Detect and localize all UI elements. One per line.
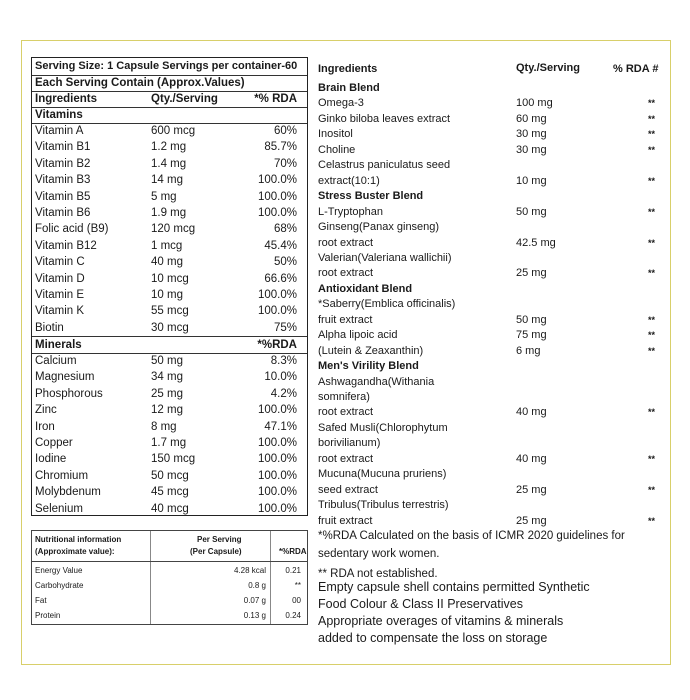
ingredient-rda: 100.0% [257,486,297,499]
blend-qty: 60 mg [516,112,547,125]
col-ingredients: Ingredients [35,93,97,105]
blend-rda: ** [648,407,656,418]
nutrition-row [32,563,307,578]
blend-ingredient: fruit extract [318,514,373,527]
blend-qty: 30 mg [516,128,547,141]
ingredient-qty: 34 mg [151,371,183,384]
blend-heading: Antioxidant Blend [318,282,413,295]
ingredient-rda: 100.0% [257,453,297,466]
vitamin-row [32,156,307,172]
vitamin-row [32,139,307,155]
blend-qty: 50 mg [516,313,547,326]
ingredient-name: Vitamin B3 [35,174,91,187]
ingredient-rda: 60% [273,125,297,137]
mineral-row [32,435,307,451]
blend-rda: ** [648,453,656,464]
ingredient-qty: 1.7 mg [151,437,187,449]
ingredient-name: Vitamin A [35,125,84,137]
ingredient-name: Vitamin B2 [35,157,91,170]
blend-rda: ** [648,484,656,495]
blend-qty: 42.5 mg [516,236,556,249]
vitamin-row [32,172,307,188]
blend-qty: 40 mg [516,452,547,465]
ingredient-qty: 1.4 mg [151,157,187,170]
ingredient-name: Vitamin B6 [35,207,91,219]
overages-note-line-1: Appropriate overages of vitamins & minerals [318,614,564,628]
blend-ingredient: (Lutein & Zeaxanthin) [318,344,424,357]
mineral-row [32,419,307,435]
blend-ingredient: root extract [318,236,374,249]
vitamin-row [32,123,307,139]
col-rda: *% RDA [254,93,297,105]
ingredient-qty: 10 mcg [151,272,189,285]
blend-rda: ** [648,237,656,248]
mineral-row [32,501,307,517]
ingredient-name: Vitamin E [35,289,85,301]
ingredient-name: Zinc [35,404,57,417]
blend-ingredient: Valerian(Valeriana wallichii) [318,251,452,264]
vitamin-row [32,205,307,221]
minerals-header-row [32,336,307,354]
ingredient-qty: 50 mcg [151,469,189,482]
ingredient-name: Vitamin B5 [35,190,91,203]
ingredient-qty: 5 mg [151,190,177,203]
nutrition-table [31,530,308,625]
ingredient-rda: 8.3% [270,355,297,367]
blend-heading: Brain Blend [318,82,380,94]
ingredient-name: Vitamin C [35,256,85,269]
nutrition-head-label-1: Nutritional information [35,535,122,544]
blend-ingredient: Omega-3 [318,97,364,110]
blend-qty: 25 mg [516,267,547,280]
ingredient-rda: 50% [273,256,297,269]
capsule-note-line-1: Empty capsule shell contains permitted Synthetic [318,580,590,594]
blend-rda: ** [648,314,656,325]
ingredient-qty: 1.9 mg [151,207,187,219]
ingredient-rda: 100.0% [257,502,297,515]
nutrient-value: 4.28 kcal [233,566,266,575]
mineral-row [32,353,307,369]
blend-qty: 50 mg [516,205,547,218]
ingredient-rda: 66.6% [264,272,297,285]
ingredient-qty: 40 mcg [151,502,189,515]
vitamin-row [32,320,307,336]
blend-rda: ** [648,330,656,341]
ingredient-rda: 75% [273,321,297,334]
blend-ingredient: Ashwagandha(Withania [318,375,435,388]
col-qty: Qty./Serving [151,93,218,105]
ingredient-name: Iron [35,420,55,433]
ingredient-rda: 47.1% [264,420,297,433]
nutrition-head-label-2: (Approximate value): [35,547,115,556]
ingredient-rda: 100.0% [257,190,297,203]
ingredient-rda: 100.0% [257,437,297,449]
blend-heading: Stress Buster Blend [318,190,424,203]
right-col-qty: Qty./Serving [516,62,580,74]
blend-rda: ** [648,98,656,109]
ingredient-qty: 1 mcg [151,239,183,252]
ingredient-name: Selenium [35,502,83,515]
ingredient-rda: 10.0% [264,371,297,384]
rda-note-line-1: *%RDA Calculated on the basis of ICMR 2020 guidelines for [318,530,625,542]
ingredient-rda: 85.7% [264,141,297,154]
capsule-note-line-2: Food Colour & Class II Preservatives [318,597,523,611]
ingredient-qty: 14 mg [151,174,183,187]
nutrition-row [32,593,307,608]
nutrient-value: 0.07 g [243,596,266,605]
blend-ingredient: L-Tryptophan [318,205,384,218]
mineral-row [32,386,307,402]
ingredient-rda: 100.0% [257,289,297,301]
ingredient-name: Folic acid (B9) [35,223,109,236]
ingredient-qty: 50 mg [151,355,183,367]
nutrient-value: 0.8 g [248,581,266,590]
ingredient-qty: 40 mg [151,256,183,269]
nutrient-rda: 00 [292,596,301,605]
ingredient-rda: 70% [273,157,297,170]
blend-qty: 6 mg [516,344,541,357]
rda-note-line-2: sedentary work women. [318,548,440,560]
ingredient-qty: 600 mcg [151,125,196,137]
blend-ingredient: Celastrus paniculatus seed [318,159,451,172]
per-serving-label-1: Per Serving [197,535,242,544]
blend-ingredient: somnifera) [318,391,370,403]
overages-note-line-2: added to compensate the loss on storage [318,631,548,645]
blend-ingredient: borivilianum) [318,437,381,450]
vitamin-row [32,303,307,319]
ingredient-rda: 45.4% [264,239,297,252]
blend-ingredient: extract(10:1) [318,174,380,187]
vitamin-row [32,287,307,303]
vitamins-header-row [32,107,307,124]
ingredient-qty: 120 mcg [151,223,196,236]
blend-rda: ** [648,345,656,356]
blend-ingredient: Safed Musli(Chlorophytum [318,421,448,434]
blend-rda: ** [648,515,656,526]
nutrient-rda: ** [294,581,301,590]
blend-rda: ** [648,113,656,124]
blend-ingredient: fruit extract [318,313,373,326]
ingredient-rda: 100.0% [257,404,297,417]
nutrition-header [32,531,307,562]
ingredient-rda: 100.0% [257,207,297,219]
blend-ingredient: Ginko biloba leaves extract [318,112,451,125]
blend-ingredient: seed extract [318,483,378,496]
mineral-row [32,484,307,500]
blend-qty: 30 mg [516,143,547,156]
ingredient-qty: 8 mg [151,420,177,433]
nutrient-name: Protein [35,611,61,620]
ingredient-name: Vitamin B12 [35,239,97,252]
vitamin-row [32,221,307,237]
ingredient-rda: 68% [273,223,297,236]
blend-qty: 25 mg [516,483,547,496]
not-established-note: ** RDA not established. [318,568,438,580]
blend-ingredient: Tribulus(Tribulus terrestris) [318,499,449,512]
blend-ingredient: Alpha lipoic acid [318,329,398,342]
ingredient-qty: 150 mcg [151,453,196,466]
ingredient-name: Copper [35,437,73,449]
minerals-title: Minerals [35,339,82,351]
each-serving-row [32,75,307,92]
ingredient-name: Vitamin B1 [35,141,91,154]
blend-rda: ** [648,175,656,186]
nutrient-rda: 0.24 [285,611,301,620]
blend-ingredient: Ginseng(Panax ginseng) [318,221,440,234]
vitamins-title: Vitamins [35,109,83,121]
ingredient-qty: 10 mg [151,289,183,301]
blend-ingredient: *Saberry(Emblica officinalis) [318,298,456,311]
vitamin-row [32,254,307,270]
mineral-row [32,402,307,418]
vitamin-row [32,189,307,205]
nutrition-rda-label: *%RDA [279,547,307,556]
serving-size-text: Serving Size: 1 Capsule Servings per container-60 [35,60,298,72]
blend-ingredient: Inositol [318,128,353,141]
blend-ingredient: root extract [318,406,374,419]
ingredient-qty: 30 mcg [151,321,189,334]
blend-ingredient: root extract [318,452,374,465]
mineral-row [32,468,307,484]
blend-ingredient: root extract [318,267,374,280]
ingredient-name: Phosphorous [35,387,103,400]
ingredient-qty: 25 mg [151,387,183,400]
ingredient-qty: 55 mcg [151,305,189,318]
ingredient-rda: 100.0% [257,469,297,482]
vitamin-row [32,238,307,254]
blend-qty: 100 mg [516,97,553,110]
blend-qty: 75 mg [516,329,547,342]
nutrition-row [32,608,307,623]
ingredient-rda: 4.2% [270,387,297,400]
ingredient-qty: 12 mg [151,404,183,417]
blend-rda: ** [648,144,656,155]
ingredient-name: Biotin [35,321,64,334]
nutrient-name: Carbohydrate [35,581,84,590]
right-col-ingredients: Ingredients [318,63,378,75]
ingredient-name: Vitamin K [35,305,85,318]
ingredient-rda: 100.0% [257,305,297,318]
ingredient-name: Magnesium [35,371,95,384]
nutrient-rda: 0.21 [285,566,301,575]
minerals-rda-header: *%RDA [257,339,297,351]
blend-rda: ** [648,206,656,217]
blend-heading: Men's Virility Blend [318,360,419,373]
nutrition-row [32,578,307,593]
ingredient-qty: 45 mcg [151,486,189,499]
vitamins-minerals-table [31,57,308,516]
nutrient-name: Energy Value [35,566,83,575]
mineral-row [32,369,307,385]
serving-size-row [32,58,307,76]
blend-rda: ** [648,268,656,279]
column-header-row [32,91,307,108]
ingredient-name: Chromium [35,469,89,482]
each-serving-text: Each Serving Contain (Approx.Values) [35,77,245,89]
ingredient-qty: 1.2 mg [151,141,187,154]
ingredient-name: Iodine [35,453,67,466]
blend-qty: 25 mg [516,514,547,527]
nutrient-name: Fat [35,596,47,605]
ingredient-rda: 100.0% [257,174,297,187]
nutrient-value: 0.13 g [243,611,266,620]
blend-rda: ** [648,129,656,140]
per-serving-label-2: (Per Capsule) [190,547,242,556]
blend-ingredient: Choline [318,143,356,156]
blend-qty: 40 mg [516,406,547,419]
ingredient-name: Vitamin D [35,272,85,285]
blend-qty: 10 mg [516,174,547,187]
vitamin-row [32,271,307,287]
right-col-rda: % RDA # [613,63,659,75]
ingredient-name: Molybdenum [35,486,101,499]
mineral-row [32,451,307,467]
ingredient-name: Calcium [35,355,77,367]
blend-ingredient: Mucuna(Mucuna pruriens) [318,468,447,481]
